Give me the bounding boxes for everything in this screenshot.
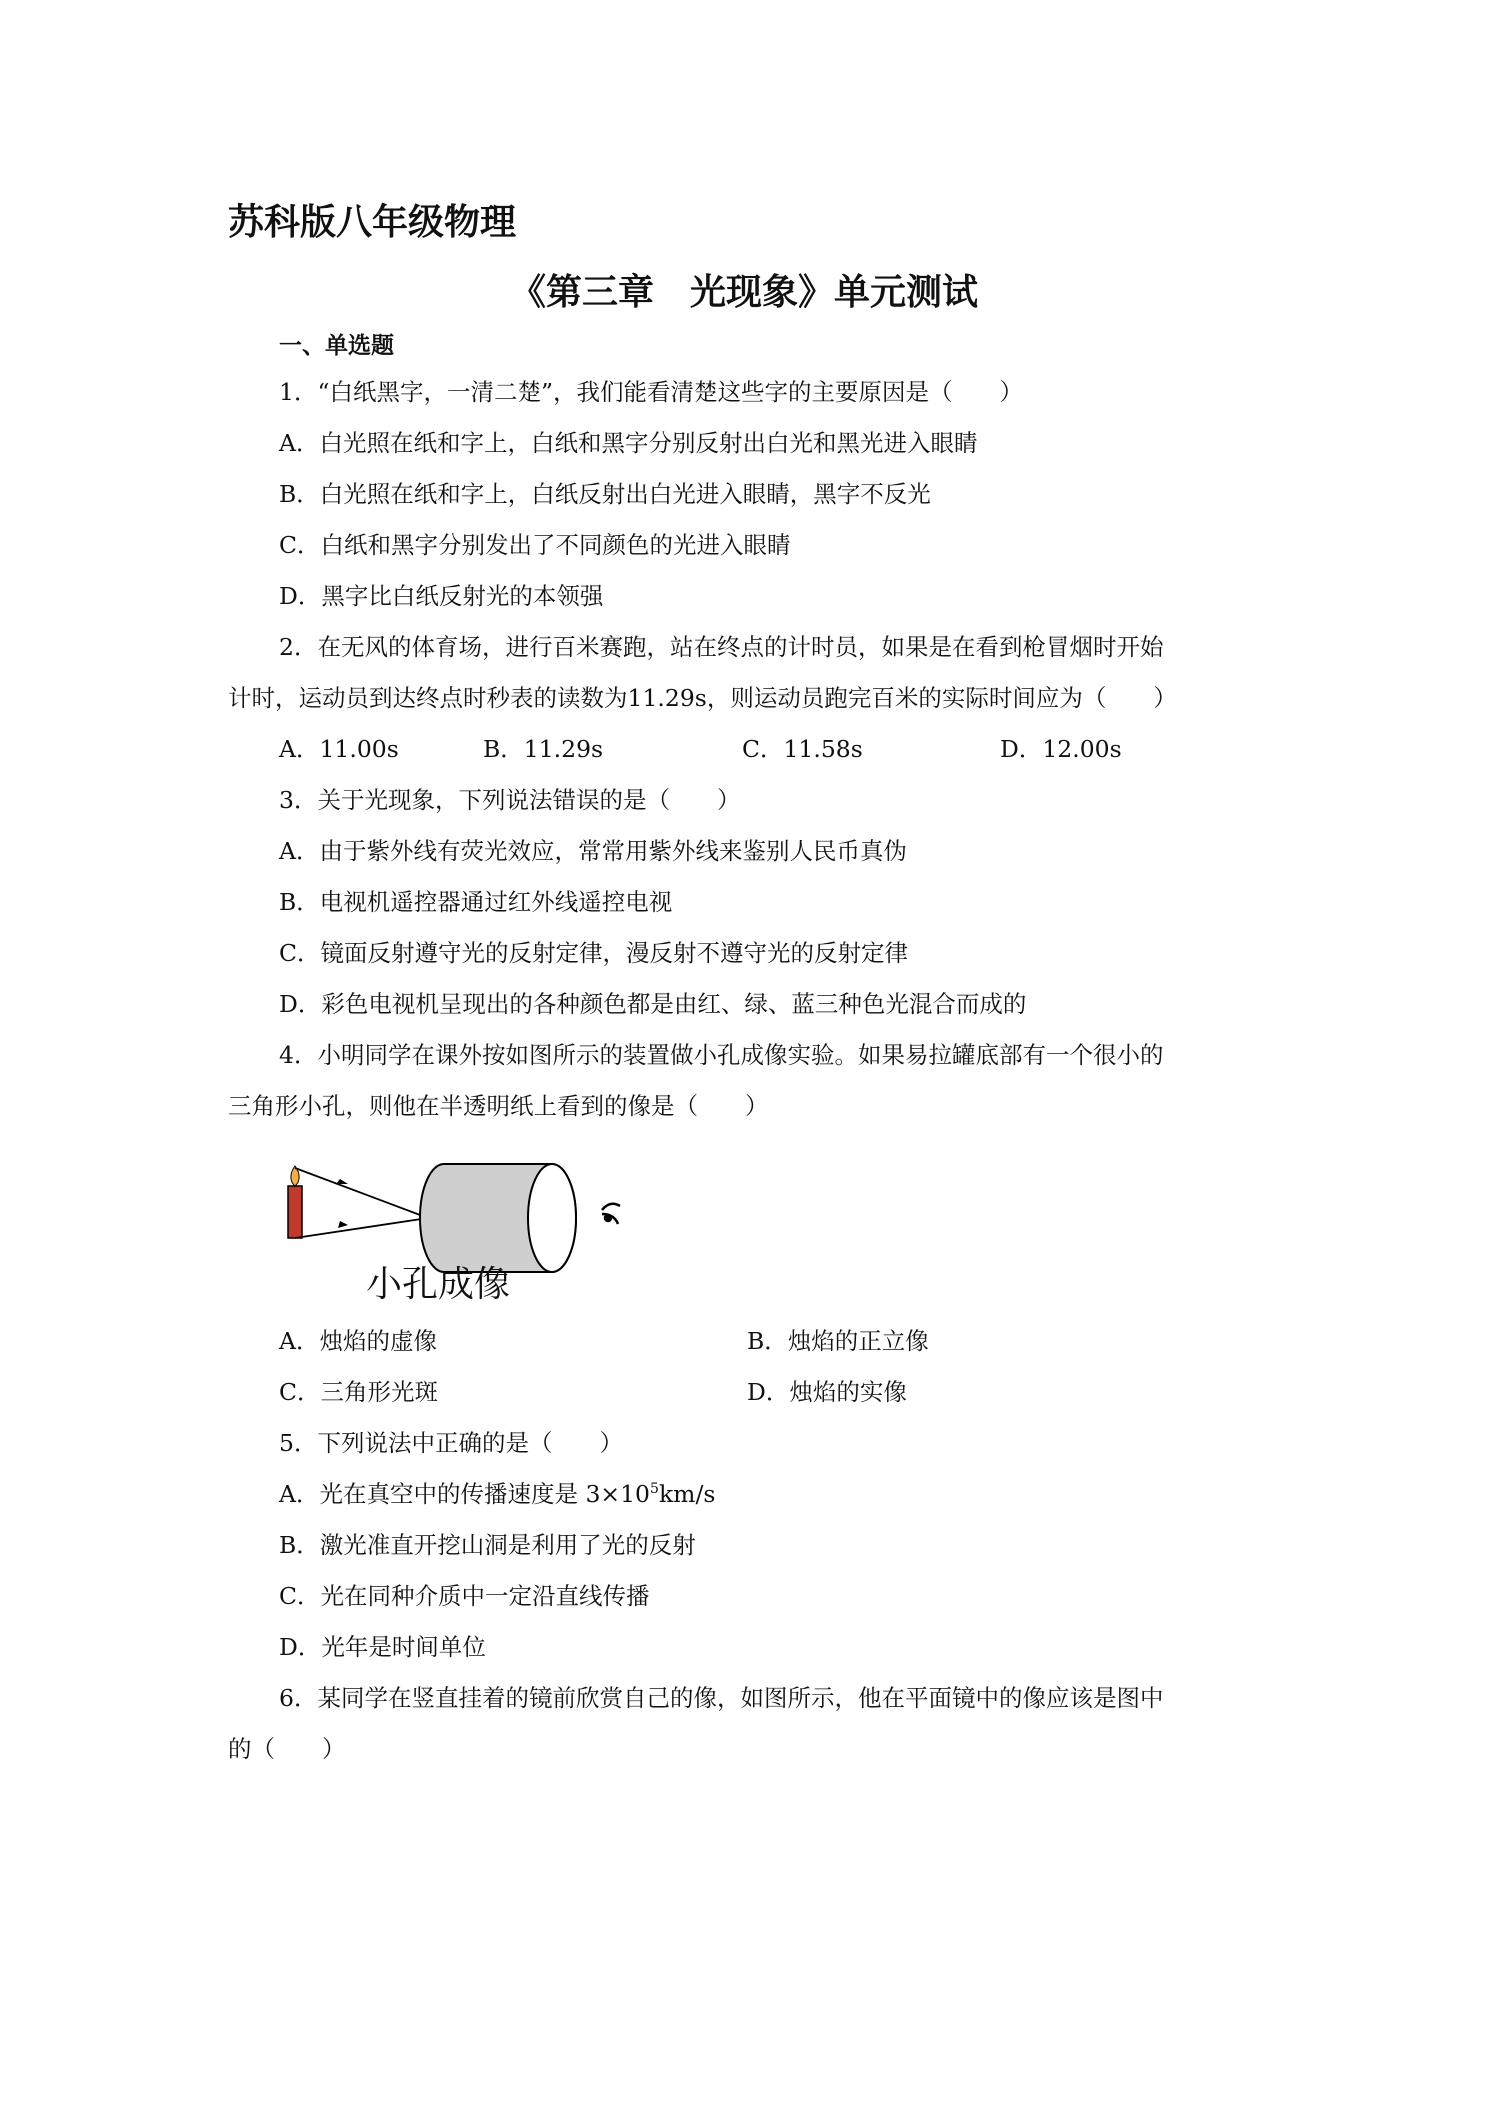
question-5-option-a (279, 1479, 715, 1509)
question-2-option-b: B．11.29s (483, 735, 604, 763)
question-4-option-a: A．烛焰的虚像 (279, 1327, 437, 1355)
candle-icon (288, 1166, 302, 1238)
chapter-title: 《第三章 光现象》单元测试 (509, 272, 978, 313)
question-3-stem: 3．关于光现象，下列说法错误的是（ ） (279, 786, 741, 814)
question-4-option-c: C．三角形光斑 (279, 1378, 438, 1406)
question-2-option-d: D．12.00s (1000, 735, 1122, 763)
section-heading: 一、单选题 (279, 333, 394, 359)
question-4-option-b: B．烛焰的正立像 (747, 1327, 929, 1355)
question-3-option-d: D．彩色电视机呈现出的各种颜色都是由红、绿、蓝三种色光混合而成的 (279, 990, 1027, 1018)
question-6-stem-line-1: 6．某同学在竖直挂着的镜前欣赏自己的像，如图所示，他在平面镜中的像应该是图中 (279, 1684, 1164, 1712)
question-4-option-d: D．烛焰的实像 (747, 1378, 907, 1406)
question-2-stem-line-2: 计时，运动员到达终点时秒表的读数为11.29s，则运动员跑完百米的实际时间应为（ ） (228, 684, 1177, 712)
question-4-stem-line-2: 三角形小孔，则他在半透明纸上看到的像是（ ） (228, 1092, 769, 1120)
question-3-option-a: A．由于紫外线有荧光效应，常常用紫外线来鉴别人民币真伪 (279, 837, 907, 865)
question-1-stem: 1．“白纸黑字，一清二楚”，我们能看清楚这些字的主要原因是（ ） (279, 378, 1023, 406)
question-2-option-c: C．11.58s (742, 735, 863, 763)
question-2-option-a: A．11.00s (279, 735, 399, 763)
question-1-option-b: B．白光照在纸和字上，白纸反射出白光进入眼睛，黑字不反光 (279, 480, 931, 508)
light-rays (295, 1168, 428, 1238)
light-speed-value: 3×10 (585, 1480, 651, 1508)
question-4-stem-line-1: 4．小明同学在课外按如图所示的装置做小孔成像实验。如果易拉罐底部有一个很小的 (279, 1041, 1164, 1069)
question-5-stem: 5．下列说法中正确的是（ ） (279, 1429, 623, 1457)
figure-caption: 小孔成像 (366, 1264, 511, 1305)
question-1-option-d: D．黑字比白纸反射光的本领强 (279, 582, 604, 610)
doc-title: 苏科版八年级物理 (228, 202, 517, 243)
light-speed-exponent: 5 (650, 1481, 659, 1498)
light-speed-unit: km/s (658, 1480, 716, 1508)
question-5-option-c: C．光在同种介质中一定沿直线传播 (279, 1582, 650, 1610)
question-3-option-b: B．电视机遥控器通过红外线遥控电视 (279, 888, 673, 916)
question-5-option-a-text: A．光在真空中的传播速度是 (279, 1480, 578, 1508)
question-6-stem-line-2: 的（ ） (228, 1735, 346, 1763)
question-3-option-c: C．镜面反射遵守光的反射定律，漫反射不遵守光的反射定律 (279, 939, 908, 967)
question-1-option-c: C．白纸和黑字分别发出了不同颜色的光进入眼睛 (279, 531, 791, 559)
question-5-option-b: B．激光准直开挖山洞是利用了光的反射 (279, 1531, 696, 1559)
eye-icon (602, 1204, 620, 1224)
question-1-option-a: A．白光照在纸和字上，白纸和黑字分别反射出白光和黑光进入眼睛 (279, 429, 978, 457)
question-5-option-d: D．光年是时间单位 (279, 1633, 486, 1661)
question-2-stem-line-1: 2．在无风的体育场，进行百米赛跑，站在终点的计时员，如果是在看到枪冒烟时开始 (279, 633, 1164, 661)
